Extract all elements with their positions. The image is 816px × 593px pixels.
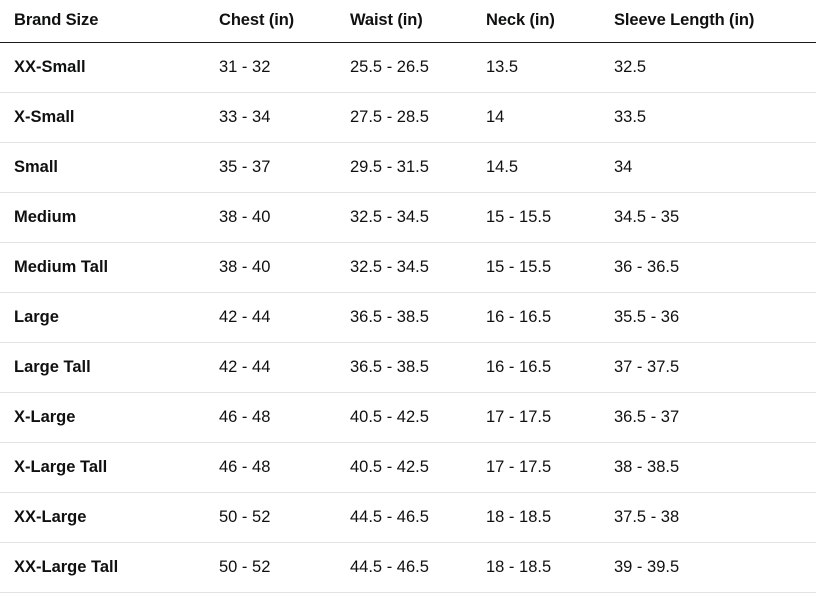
- cell-brand-size: XX-Large Tall: [0, 543, 205, 593]
- cell-waist: 44.5 - 46.5: [336, 493, 472, 543]
- column-header-brand-size: Brand Size: [0, 0, 205, 43]
- cell-waist: 36.5 - 38.5: [336, 343, 472, 393]
- cell-neck: 16 - 16.5: [472, 293, 600, 343]
- column-header-neck: Neck (in): [472, 0, 600, 43]
- cell-brand-size: Small: [0, 143, 205, 193]
- cell-brand-size: X-Large: [0, 393, 205, 443]
- cell-brand-size: Large: [0, 293, 205, 343]
- cell-sleeve-length: 34: [600, 143, 816, 193]
- cell-chest: 46 - 48: [205, 393, 336, 443]
- cell-chest: 42 - 44: [205, 343, 336, 393]
- column-header-waist: Waist (in): [336, 0, 472, 43]
- table-row: [0, 293, 816, 343]
- cell-sleeve-length: 39 - 39.5: [600, 543, 816, 593]
- cell-neck: 18 - 18.5: [472, 543, 600, 593]
- table-row: [0, 193, 816, 243]
- cell-waist: 25.5 - 26.5: [336, 43, 472, 93]
- cell-waist: 29.5 - 31.5: [336, 143, 472, 193]
- table-row: [0, 493, 816, 543]
- cell-waist: 32.5 - 34.5: [336, 243, 472, 293]
- cell-brand-size: X-Large Tall: [0, 443, 205, 493]
- cell-waist: 27.5 - 28.5: [336, 93, 472, 143]
- cell-neck: 16 - 16.5: [472, 343, 600, 393]
- table-row: [0, 143, 816, 193]
- cell-neck: 15 - 15.5: [472, 243, 600, 293]
- column-header-sleeve-length: Sleeve Length (in): [600, 0, 816, 43]
- cell-neck: 14: [472, 93, 600, 143]
- table-row: [0, 393, 816, 443]
- cell-sleeve-length: 37.5 - 38: [600, 493, 816, 543]
- cell-neck: 17 - 17.5: [472, 443, 600, 493]
- cell-chest: 50 - 52: [205, 493, 336, 543]
- cell-sleeve-length: 35.5 - 36: [600, 293, 816, 343]
- cell-sleeve-length: 34.5 - 35: [600, 193, 816, 243]
- cell-waist: 40.5 - 42.5: [336, 393, 472, 443]
- table-header: [0, 0, 816, 43]
- table-body: [0, 43, 816, 593]
- cell-neck: 17 - 17.5: [472, 393, 600, 443]
- cell-chest: 38 - 40: [205, 193, 336, 243]
- cell-waist: 32.5 - 34.5: [336, 193, 472, 243]
- cell-chest: 31 - 32: [205, 43, 336, 93]
- column-header-chest: Chest (in): [205, 0, 336, 43]
- cell-chest: 42 - 44: [205, 293, 336, 343]
- cell-brand-size: XX-Small: [0, 43, 205, 93]
- cell-brand-size: XX-Large: [0, 493, 205, 543]
- table-row: [0, 243, 816, 293]
- cell-sleeve-length: 38 - 38.5: [600, 443, 816, 493]
- cell-brand-size: Medium Tall: [0, 243, 205, 293]
- cell-waist: 44.5 - 46.5: [336, 543, 472, 593]
- table-row: [0, 343, 816, 393]
- table-row: [0, 543, 816, 593]
- table-row: [0, 443, 816, 493]
- cell-neck: 13.5: [472, 43, 600, 93]
- cell-neck: 18 - 18.5: [472, 493, 600, 543]
- cell-brand-size: Large Tall: [0, 343, 205, 393]
- cell-sleeve-length: 36.5 - 37: [600, 393, 816, 443]
- cell-chest: 35 - 37: [205, 143, 336, 193]
- cell-waist: 40.5 - 42.5: [336, 443, 472, 493]
- cell-sleeve-length: 33.5: [600, 93, 816, 143]
- cell-neck: 15 - 15.5: [472, 193, 600, 243]
- cell-chest: 46 - 48: [205, 443, 336, 493]
- table-header-row: [0, 0, 816, 43]
- cell-brand-size: X-Small: [0, 93, 205, 143]
- cell-chest: 33 - 34: [205, 93, 336, 143]
- table-row: [0, 93, 816, 143]
- cell-chest: 38 - 40: [205, 243, 336, 293]
- cell-sleeve-length: 32.5: [600, 43, 816, 93]
- cell-sleeve-length: 37 - 37.5: [600, 343, 816, 393]
- cell-waist: 36.5 - 38.5: [336, 293, 472, 343]
- cell-brand-size: Medium: [0, 193, 205, 243]
- cell-chest: 50 - 52: [205, 543, 336, 593]
- cell-sleeve-length: 36 - 36.5: [600, 243, 816, 293]
- cell-neck: 14.5: [472, 143, 600, 193]
- table-row: [0, 43, 816, 93]
